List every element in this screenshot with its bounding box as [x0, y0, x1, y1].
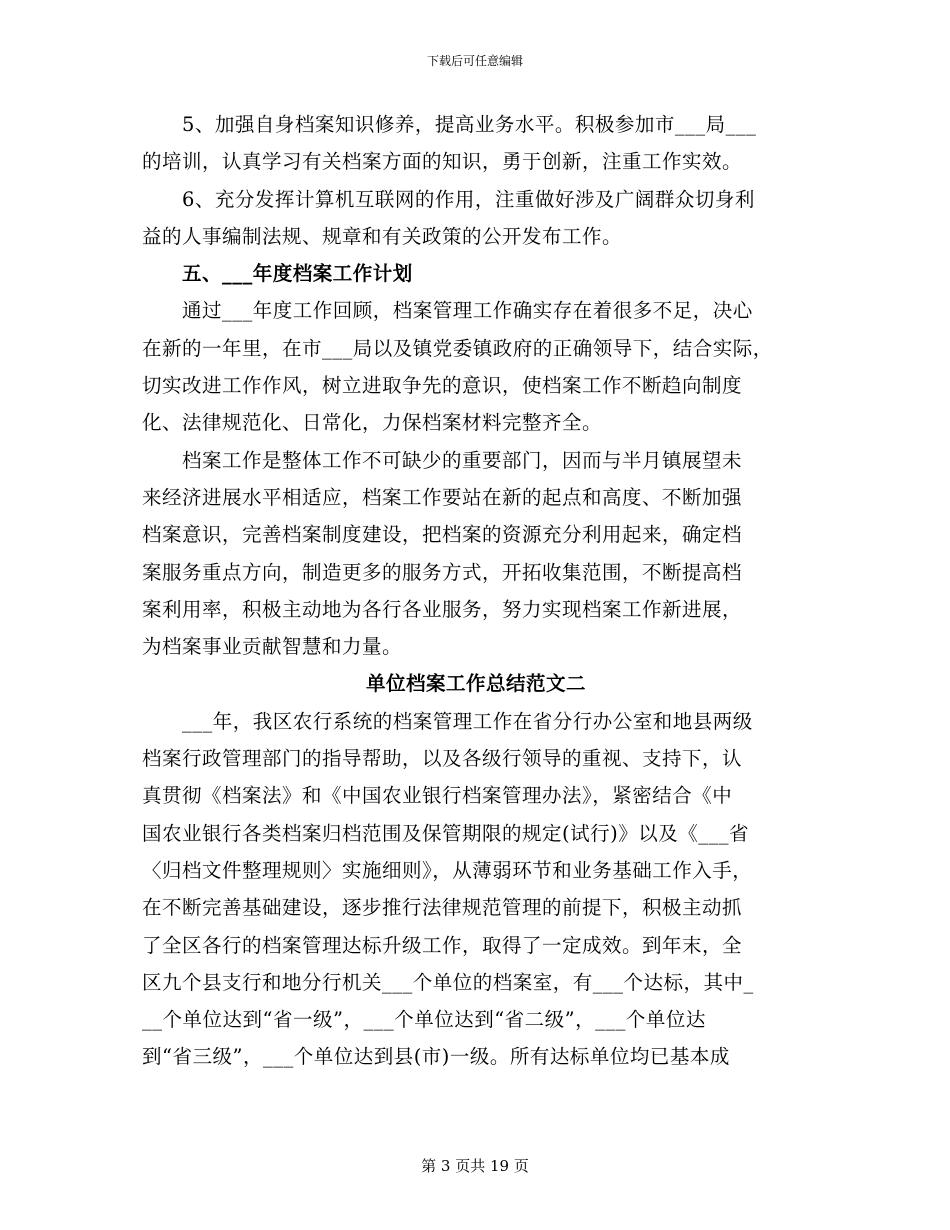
paragraph-line: ___年，我区农行系统的档案管理工作在省分行办公室和地县两级 [142, 709, 753, 733]
paragraph-line: 到“省三级”，___个单位达到县(市)一级。所有达标单位均已基本成 [142, 1045, 730, 1069]
paragraph-line: 在不断完善基础建设，逐步推行法律规范管理的前提下，积极主动抓 [142, 896, 743, 920]
page-number: 第 3 页共 19 页 [421, 1157, 529, 1175]
document-title: 单位档案工作总结范文二 [365, 672, 586, 696]
paragraph-line: 为档案事业贡献智慧和力量。 [142, 635, 403, 659]
paragraph-line: 真贯彻《档案法》和《中国农业银行档案管理办法》，紧密结合《中 [142, 784, 733, 808]
paragraph-line: 档案行政管理部门的指导帮助，以及各级行领导的重视、支持下，认 [142, 747, 743, 771]
paragraph-line: 区九个县支行和地分行机关___个单位的档案室，有___个达标，其中_ [142, 970, 754, 994]
document-body [142, 106, 810, 1076]
paragraph-line: 档案工作是整体工作不可缺少的重要部门，因而与半月镇展望未 [142, 448, 743, 472]
paragraph-line: 了全区各行的档案管理达标升级工作，取得了一定成效。到年末，全 [142, 933, 743, 957]
paragraph-line: 档案意识，完善档案制度建设，把档案的资源充分利用起来，确定档 [142, 523, 743, 547]
paragraph-line: 化、法律规范化、日常化，力保档案材料完整齐全。 [142, 411, 603, 435]
page-header: 下载后可任意编辑 [426, 54, 523, 68]
paragraph-line: 国农业银行各类档案归档范围及保管期限的规定(试行)》以及《___省 [142, 821, 749, 845]
paragraph-line: 5、加强自身档案知识修养，提高业务水平。积极参加市___局___ [142, 113, 757, 136]
paragraph-line: 切实改进工作作风，树立进取争先的意识，使档案工作不断趋向制度 [142, 374, 743, 398]
paragraph-line: 案利用率，积极主动地为各行各业服务，努力实现档案工作新进展， [142, 597, 743, 621]
paragraph-line: 6、充分发挥计算机互联网的作用，注重做好涉及广阔群众切身利 [142, 187, 755, 211]
section-heading: 五、___年度档案工作计划 [142, 262, 413, 286]
paragraph-line: 案服务重点方向，制造更多的服务方式，开拓收集范围，不断提高档 [142, 560, 743, 584]
paragraph-line: 在新的一年里，在市___局以及镇党委镇政府的正确领导下，结合实际， [142, 336, 773, 360]
paragraph-line: 益的人事编制法规、规章和有关政策的公开发布工作。 [142, 224, 623, 248]
paragraph-line: 〈归档文件整理规则〉实施细则》，从薄弱环节和业务基础工作入手， [142, 858, 753, 882]
paragraph-line: 来经济进展水平相适应，档案工作要站在新的起点和高度、不断加强 [142, 485, 743, 509]
paragraph-line: 通过___年度工作回顾，档案管理工作确实存在着很多不足，决心 [142, 299, 753, 323]
paragraph-line: __个单位达到“省一级”，___个单位达到“省二级”，___个单位达 [142, 1008, 706, 1032]
paragraph-line: 的培训，认真学习有关档案方面的知识，勇于创新，注重工作实效。 [142, 150, 743, 174]
